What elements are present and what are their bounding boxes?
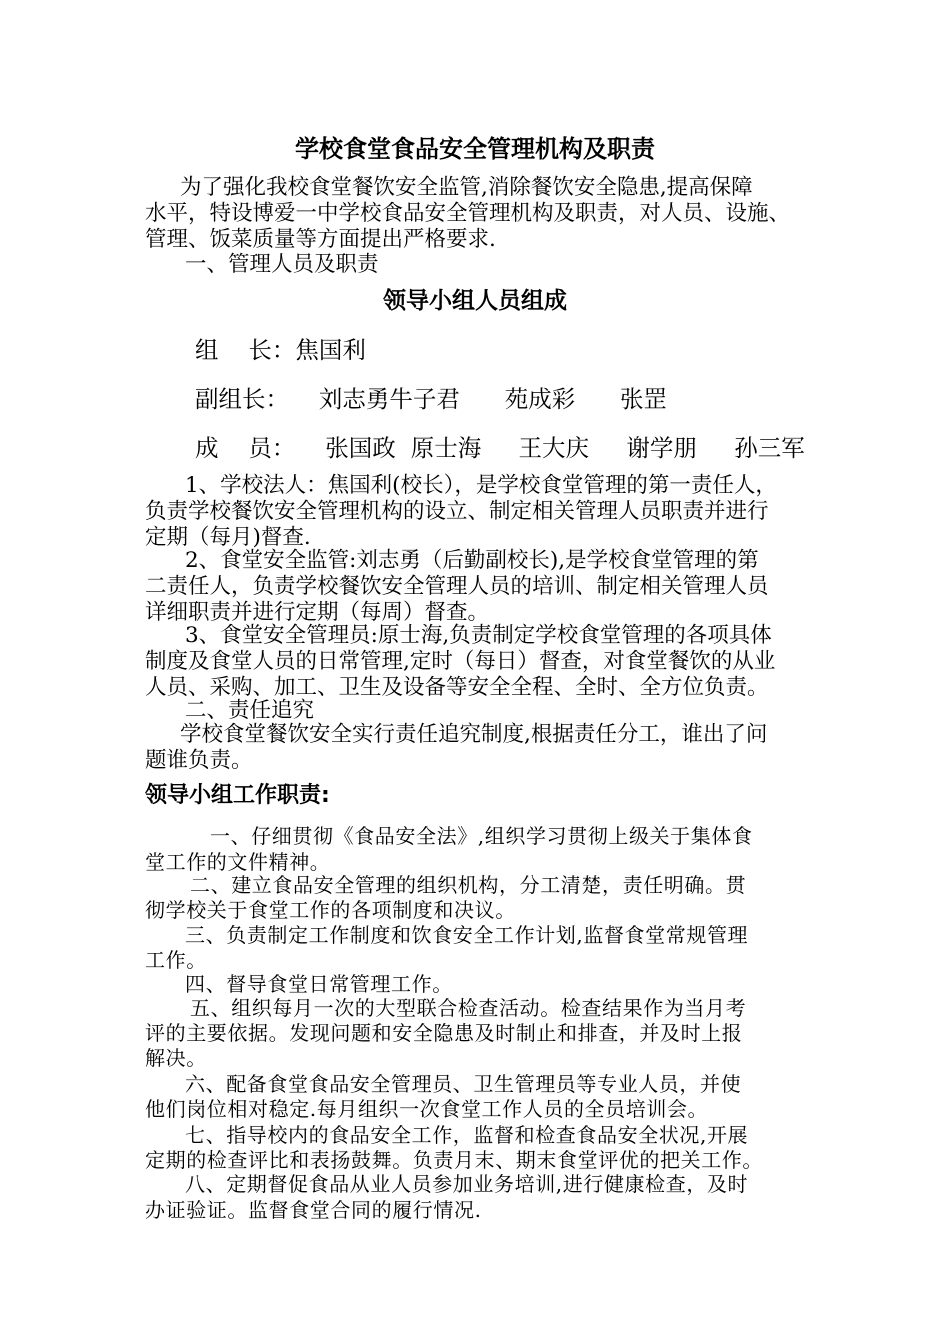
duty-line-4: 彻学校关于食堂工作的各项制度和决议。: [145, 898, 516, 922]
duty-line-15: 八、定期督促食品从业人员参加业务培训,进行健康检查，及时: [185, 1172, 749, 1196]
member-deputy: 副组长： 刘志勇牛子君 苑成彩 张罡: [195, 385, 668, 413]
duty-line-8: 五、组织每月一次的大型联合检查活动。检查结果作为当月考: [190, 996, 747, 1020]
document-title: 学校食堂食品安全管理机构及职责: [295, 135, 655, 163]
duty-line-12: 他们岗位相对稳定.每月组织一次食堂工作人员的全员培训会。: [145, 1097, 709, 1121]
duty-line-9: 评的主要依据。发现问题和安全隐患及时制止和排查，并及时上报: [145, 1021, 743, 1045]
duty-line-13: 七、指导校内的食品安全工作，监督和检查食品安全状况,开展: [185, 1123, 749, 1147]
resp-line-4: 2、食堂安全监管:刘志勇（后勤副校长),是学校食堂管理的第: [185, 548, 759, 573]
duties-title: 领导小组工作职责:: [145, 783, 330, 808]
resp-line-3: 定期（每月)督查.: [145, 525, 311, 550]
duty-line-5: 三、负责制定工作制度和饮食安全工作计划,监督食堂常规管理: [185, 923, 749, 947]
resp-line-9: 人员、采购、加工、卫生及设备等安全全程、全时、全方位负责。: [145, 675, 769, 700]
intro-line-1: 为了强化我校食堂餐饮安全监管,消除餐饮安全隐患,提高保障: [180, 175, 753, 200]
accountability-line-2: 题谁负责。: [145, 748, 253, 773]
duty-line-6: 工作。: [145, 948, 207, 972]
section2-heading: 二、责任追究: [185, 698, 315, 723]
resp-line-2: 负责学校餐饮安全管理机构的设立、制定相关管理人员职责并进行: [145, 499, 769, 524]
duty-line-1: 一、仔细贯彻《食品安全法》,组织学习贯彻上级关于集体食: [210, 824, 753, 848]
resp-line-5: 二责任人，负责学校餐饮安全管理人员的培训、制定相关管理人员: [145, 574, 769, 599]
duty-line-7: 四、督导食堂日常管理工作。: [185, 972, 453, 996]
duty-line-14: 定期的检查评比和表扬鼓舞。负责月末、期末食堂评优的把关工作。: [145, 1148, 763, 1172]
duty-line-11: 六、配备食堂食品安全管理员、卫生管理员等专业人员，并使: [185, 1072, 742, 1096]
resp-line-7: 3、食堂安全管理员:原士海,负责制定学校食堂管理的各项具体: [185, 623, 772, 648]
duty-line-2: 堂工作的文件精神。: [145, 850, 331, 874]
intro-line-2: 水平，特设博爱一中学校食品安全管理机构及职责，对人员、设施、: [145, 201, 791, 226]
accountability-line-1: 学校食堂餐饮安全实行责任追究制度,根据责任分工，谁出了问: [180, 722, 768, 747]
duty-line-10: 解决。: [145, 1046, 207, 1070]
section1-heading: 一、管理人员及职责: [185, 252, 379, 277]
intro-line-3: 管理、饭菜质量等方面提出严格要求.: [145, 227, 496, 252]
duty-line-16: 办证验证。监督食堂合同的履行情况.: [145, 1198, 482, 1222]
group-title: 领导小组人员组成: [383, 288, 567, 314]
member-leader: 组 长：焦国利: [195, 336, 366, 364]
resp-line-8: 制度及食堂人员的日常管理,定时（每日）督查，对食堂餐饮的从业: [145, 649, 776, 674]
member-staff: 成 员： 张国政 原士海 王大庆 谢学朋 孙三军: [195, 434, 805, 462]
duty-line-3: 二、建立食品安全管理的组织机构，分工清楚，责任明确。贯: [190, 873, 747, 897]
resp-line-1: 1、学校法人：焦国利(校长），是学校食堂管理的第一责任人，: [185, 473, 777, 498]
resp-line-6: 详细职责并进行定期（每周）督查。: [145, 600, 490, 625]
